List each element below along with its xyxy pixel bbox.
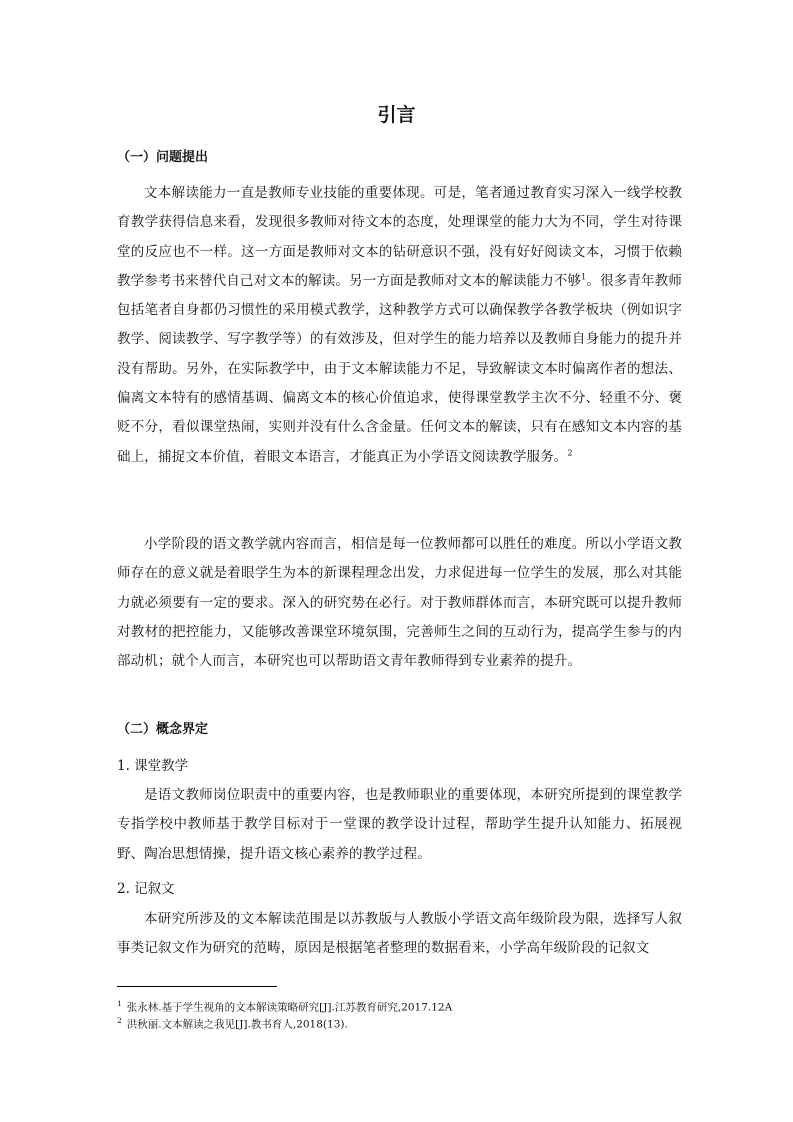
- paragraph-text: 文本解读能力一直是教师专业技能的重要体现。可是，笔者通过教育实习深入一线学校教育教学获得信息来看，发现很多教师对待文本的态度，处理课堂的能力大为不同，学生对待课堂的反应也不一样。这一方面是教师对文本的钻研意识不强，没有好好阅读文本，习惯于依赖教学参考书来替代自己对文本的解读。另一方面是教师对文本的解读能力不够: [117, 185, 682, 289]
- footnote-ref-1: 1: [581, 272, 587, 282]
- page-title: 引言: [377, 104, 416, 126]
- definition-item-2-label: 2. 记叙文: [117, 881, 175, 897]
- section-heading-definition: （二）概念界定: [117, 722, 209, 737]
- footnote-separator: [117, 986, 277, 987]
- section-heading-problem: （一）问题提出: [117, 150, 209, 165]
- footnote-text: 张永林.基于学生视角的文本解读策略研究[J].江苏教育研究,2017.12A: [126, 1001, 453, 1014]
- footnote-number: 2: [117, 1016, 122, 1025]
- footnote-text: 洪秋丽.文本解读之我见[J].教书育人,2018(13).: [126, 1018, 348, 1031]
- footnote-number: 1: [117, 999, 122, 1008]
- footnote-ref-2: 2: [567, 448, 573, 458]
- definition-item-1-text: 是语文教师岗位职责中的重要内容，也是教师职业的重要体现，本研究所提到的课堂教学专指学校中教师基于教学目标对于一堂课的教学设计过程，帮助学生提升认知能力、拓展视野、陶冶思想情操，提升语文核心素养的教学过程。: [117, 787, 682, 862]
- paragraph-text: 。很多青年教师包括笔者自身都仍习惯性的采用模式教学，这种教学方式可以确保教学各教学板块（例如识字教学、阅读教学、写字教学等）的有效涉及，但对学生的能力培养以及教师自身能力的提升并没有帮助。另外，在实际教学中，由于文本解读能力不足，导致解读文本时偏离作者的想法、偏离文本特有的感情基调、偏离文本的核心价值追求，使得课堂教学主次不分、轻重不分、褒贬不分，看似课堂热闹，实则并没有什么含金量。任何文本的解读，只有在感知文本内容的基础上，捕捉文本价值，着眼文本语言，才能真正为小学语文阅读教学服务。: [117, 272, 682, 465]
- footnote-2: [117, 1013, 348, 1033]
- paragraph-problem-1: [117, 179, 682, 472]
- definition-item-1-label: 1. 课堂教学: [117, 758, 189, 774]
- definition-item-2-text: 本研究所涉及的文本解读范围是以苏教版与人教版小学语文高年级阶段为限，选择写人叙事类记叙文作为研究的范畴，原因是根据笔者整理的数据看来，小学高年级阶段的记叙文: [117, 911, 682, 957]
- paragraph-problem-2: 小学阶段的语文教学就内容而言，相信是每一位教师都可以胜任的难度。所以小学语文教师存在的意义就是着眼学生为本的新课程理念出发，力求促进每一位学生的发展，那么对其能力就必须要有一定的要求。深入的研究势在必行。对于教师群体而言，本研究既可以提升教师对教材的把控能力，又能够改善课堂环境氛围，完善师生之间的互动行为，提高学生参与的内部动机；就个人而言，本研究也可以帮助语文青年教师得到专业素养的提升。: [117, 536, 682, 670]
